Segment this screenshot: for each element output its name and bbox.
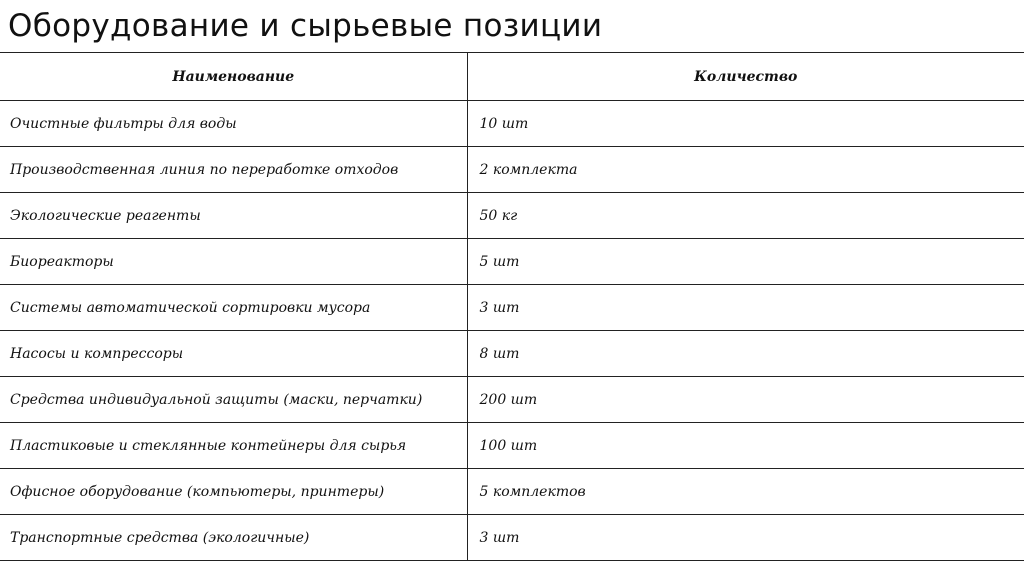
row-name-cell: Офисное оборудование (компьютеры, принтеры)	[0, 469, 467, 515]
column-header-name: Наименование	[0, 53, 467, 101]
row-quantity-cell: 10 шт	[467, 101, 1024, 147]
row-quantity-cell: 2 комплекта	[467, 147, 1024, 193]
table-row	[0, 101, 1024, 147]
row-name-cell: Биореакторы	[0, 239, 467, 285]
row-name-cell: Средства индивидуальной защиты (маски, перчатки)	[0, 377, 467, 423]
row-name-cell: Насосы и компрессоры	[0, 331, 467, 377]
table-header-row	[0, 53, 1024, 101]
table-row	[0, 331, 1024, 377]
table-row	[0, 469, 1024, 515]
table-row	[0, 423, 1024, 469]
row-name-cell: Системы автоматической сортировки мусора	[0, 285, 467, 331]
row-name-cell: Производственная линия по переработке отходов	[0, 147, 467, 193]
table-row	[0, 285, 1024, 331]
column-header-quantity: Количество	[467, 53, 1024, 101]
row-quantity-cell: 5 комплектов	[467, 469, 1024, 515]
row-name-cell: Очистные фильтры для воды	[0, 101, 467, 147]
table-row	[0, 239, 1024, 285]
row-name-cell: Пластиковые и стеклянные контейнеры для сырья	[0, 423, 467, 469]
row-quantity-cell: 5 шт	[467, 239, 1024, 285]
row-quantity-cell: 50 кг	[467, 193, 1024, 239]
page-title: Оборудование и сырьевые позиции	[8, 8, 603, 44]
table-row	[0, 377, 1024, 423]
table-row	[0, 515, 1024, 561]
row-quantity-cell: 100 шт	[467, 423, 1024, 469]
row-quantity-cell: 8 шт	[467, 331, 1024, 377]
row-quantity-cell: 3 шт	[467, 515, 1024, 561]
row-quantity-cell: 3 шт	[467, 285, 1024, 331]
equipment-table	[0, 52, 1024, 561]
table-row	[0, 147, 1024, 193]
table-row	[0, 193, 1024, 239]
row-name-cell: Экологические реагенты	[0, 193, 467, 239]
row-quantity-cell: 200 шт	[467, 377, 1024, 423]
row-name-cell: Транспортные средства (экологичные)	[0, 515, 467, 561]
